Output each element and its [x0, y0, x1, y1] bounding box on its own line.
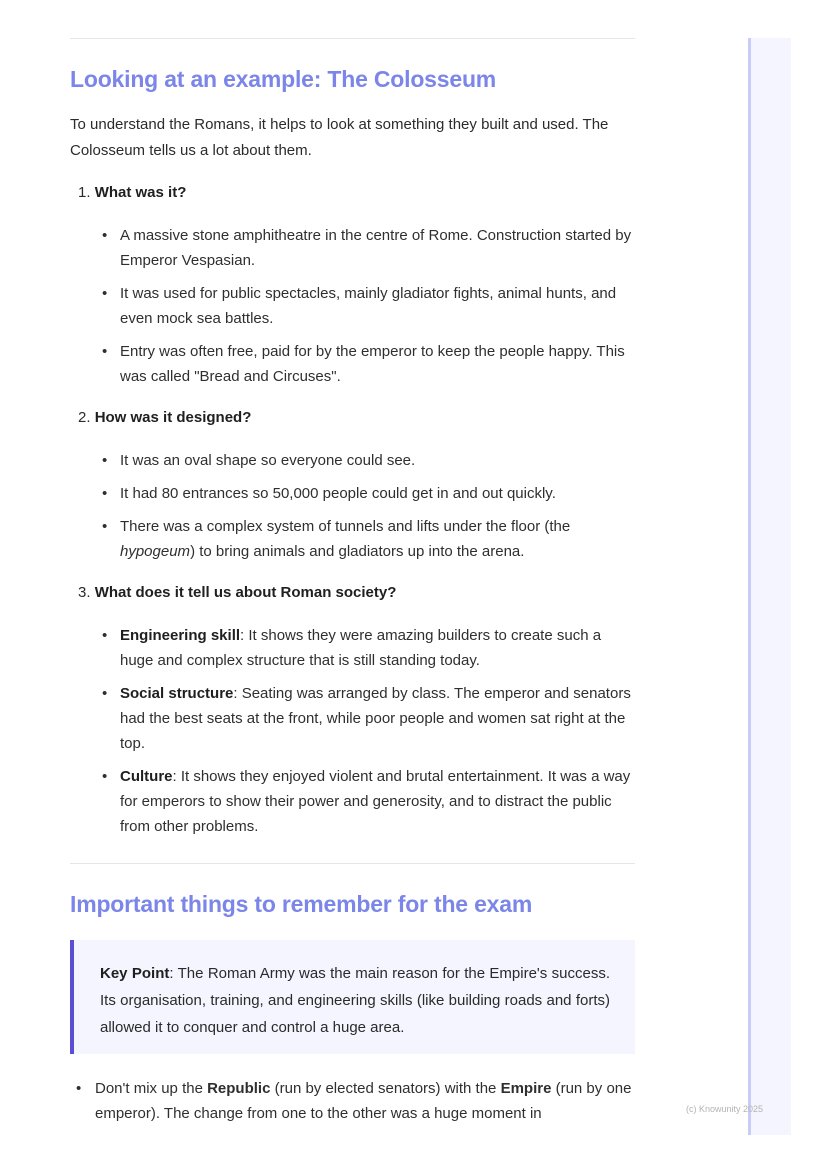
list-item-how-designed — [70, 406, 635, 564]
section-heading-exam: Important things to remember for the exam — [70, 891, 533, 917]
key-point-text: Key Point: The Roman Army was the main reason for the Empire's success. Its organisation, training, and engineering skills (like building roads and forts) allowed it to conquer and control a huge area. — [100, 965, 610, 1036]
key-point-callout — [70, 940, 635, 1054]
list-item-roman-society — [70, 581, 635, 839]
bullet-item: • There was a complex system of tunnels and lifts under the floor (the hypogeum) to bring animals and gladiators up into the arena. — [70, 514, 635, 564]
list-item-title: 1. What was it? — [78, 184, 187, 201]
bullet-item: • Engineering skill: It shows they were amazing builders to create such a huge and complex structure that is still standing today. — [70, 623, 635, 673]
list-item-what-was-it — [70, 181, 635, 389]
list-item-title: 3. What does it tell us about Roman society? — [78, 584, 397, 601]
bullet-item: • A massive stone amphitheatre in the centre of Rome. Construction started by Emperor Vespasian. — [70, 223, 635, 273]
section-heading-colosseum: Looking at an example: The Colosseum — [70, 66, 497, 92]
bullet-item: • It was an oval shape so everyone could see. — [70, 448, 635, 473]
bullet-item: • Don't mix up the Republic (run by elected senators) with the Empire (run by one emperor). The change from one to the other was a huge moment in — [70, 1076, 635, 1126]
section-divider — [70, 863, 635, 864]
bullet-item: • It was used for public spectacles, mainly gladiator fights, animal hunts, and even mock sea battles. — [70, 281, 635, 331]
bullet-item: • Social structure: Seating was arranged by class. The emperor and senators had the best seats at the front, while poor people and women sat right at the top. — [70, 681, 635, 756]
bullet-item: • Entry was often free, paid for by the emperor to keep the people happy. This was called "Bread and Circuses". — [70, 339, 635, 389]
list-item-title: 2. How was it designed? — [78, 409, 252, 426]
top-divider — [70, 38, 635, 39]
intro-paragraph: To understand the Romans, it helps to look at something they built and used. The Colosseum tells us a lot about them. — [70, 116, 609, 159]
copyright-notice: (c) Knowunity 2025 — [686, 1104, 764, 1114]
bullet-item: • It had 80 entrances so 50,000 people could get in and out quickly. — [70, 481, 635, 506]
exam-tip-list — [70, 1076, 635, 1126]
bullet-item: • Culture: It shows they enjoyed violent and brutal entertainment. It was a way for emperors to show their power and generosity, and to distract the public from other problems. — [70, 764, 635, 839]
right-sidebar-strip — [748, 38, 791, 1135]
